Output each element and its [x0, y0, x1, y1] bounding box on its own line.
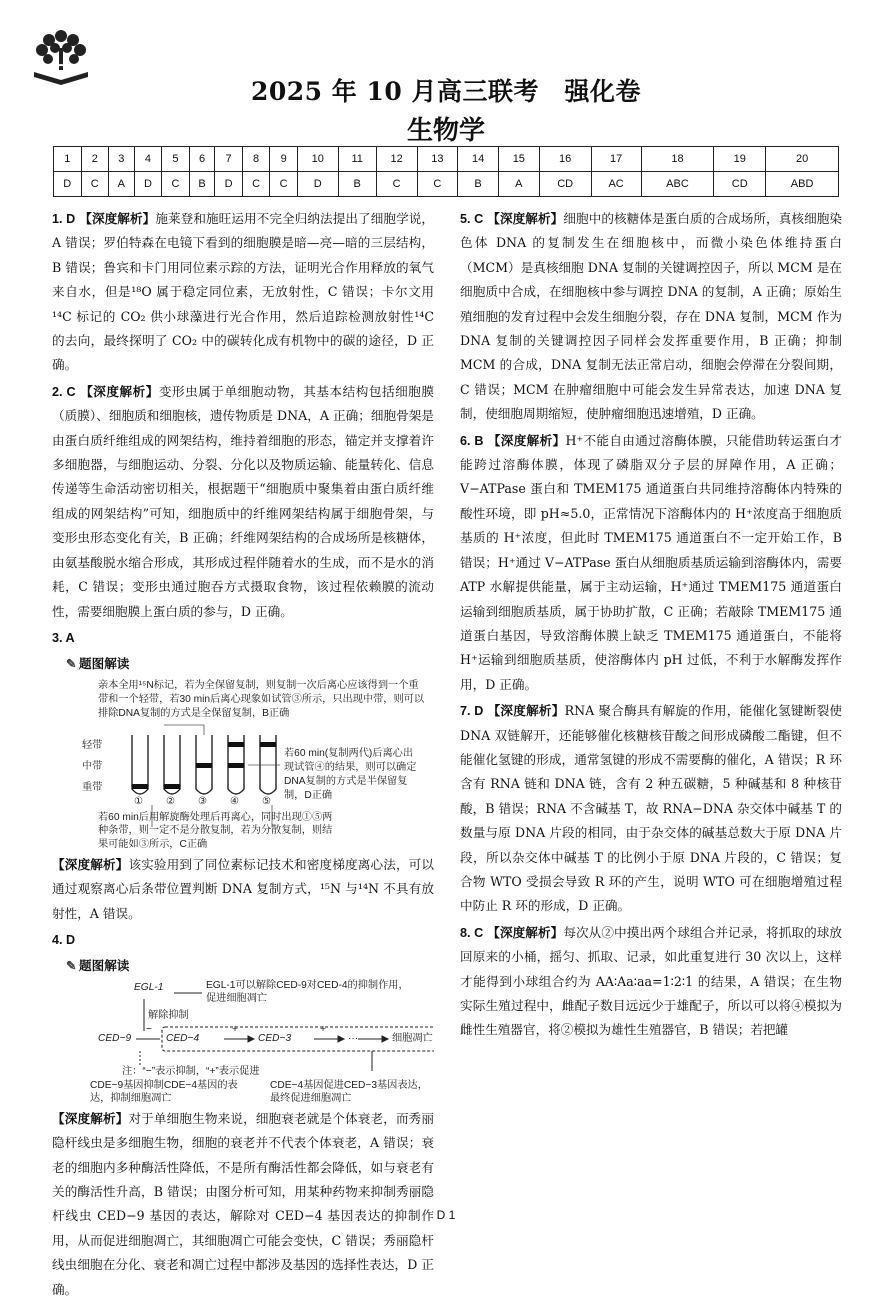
answer-value-cell: ABD — [766, 172, 839, 197]
answer-number-cell: 4 — [134, 147, 162, 172]
answer-value-cell: C — [162, 172, 190, 197]
analysis-tag: 【深度解析】 — [487, 211, 564, 226]
figure-reading-title: ✎ 题图解读 — [66, 652, 434, 676]
answer-value-cell: C — [242, 172, 270, 197]
question-4-analysis — [52, 1107, 434, 1302]
question-number: 2. C — [52, 384, 76, 399]
answer-number-cell: 10 — [297, 147, 338, 172]
subject-title: 生物学 — [406, 116, 485, 146]
answer-value-cell: C — [270, 172, 298, 197]
promote-sign-1: + — [232, 1023, 238, 1035]
answer-number-cell: 13 — [417, 147, 458, 172]
question-3 — [52, 626, 434, 650]
exam-title: 2025 年 10 月高三联考 强化卷 — [251, 77, 641, 106]
band-light-label: 轻带 — [82, 739, 103, 751]
question-number: 3. A — [52, 630, 75, 645]
inhibit-sign: − — [146, 1023, 152, 1035]
pencil-icon: ✎ — [66, 657, 77, 672]
analysis-tag: 【深度解析】 — [487, 703, 565, 719]
egl1-label: EGL-1 — [134, 981, 164, 993]
left-column — [52, 207, 434, 1302]
band-mid-label: 中带 — [82, 760, 103, 772]
tube-label-2: ② — [166, 795, 176, 807]
answer-value-cell: C — [376, 172, 417, 197]
pencil-icon: ✎ — [66, 959, 77, 974]
dna-replication-figure — [52, 677, 434, 853]
answer-value-cell: B — [189, 172, 215, 197]
analysis-tag: 【深度解析】 — [79, 211, 156, 226]
answer-value-cell: AC — [591, 172, 641, 197]
band-heavy-label: 重带 — [82, 781, 103, 793]
answer-value-cell: A — [498, 172, 539, 197]
page-number: D 1 — [436, 1208, 456, 1222]
answer-value-cell: B — [338, 172, 376, 197]
question-number: 1. D — [52, 212, 76, 226]
question-2 — [52, 380, 434, 624]
answer-number-cell: 14 — [458, 147, 499, 172]
answer-number-cell: 12 — [376, 147, 417, 172]
analysis-text: 每次从②中摸出两个球组合并记录，将抓取的球放回原来的小桶，摇匀、抓取、记录，如此重复进行 30 次以上，这样才能得到小球组合约为 AA∶Aa∶aa=1∶2∶1 的结果，A 错误；在生物实际生殖过程中，雌配子数目远远少于雄配子，所以可以将④模拟为雌性生殖器官，将②模拟为雄性生殖器官，B 错误；若把罐 — [460, 924, 843, 1038]
analysis-text: 细胞中的核糖体是蛋白质的合成场所，真核细胞染色体 DNA 的复制发生在细胞核中，而微小染色体维持蛋白（MCM）是真核细胞 DNA 复制的关键调控因子，所以 MCM 是在细胞质中合成，在细胞核中参与调控 DNA 的复制，A 正确；原始生殖细胞的发育过程中会发生细胞分裂，存在 DNA 复制，MCM 作为 DNA 复制的关键调控因子同样会发挥重要作用，B 正确；抑制 MCM 的合成，DNA 复制无法正常启动，细胞会停滞在分裂间期，C 错误；MCM 在肿瘤细胞中可能会发生异常表达，加速 DNA 复制，使细胞周期缩短，使肿瘤细胞迅速增殖，D 正确。 — [460, 211, 843, 422]
answer-number-cell: 15 — [498, 147, 539, 172]
answer-number-cell: 9 — [270, 147, 298, 172]
answer-value-cell: D — [215, 172, 243, 197]
analysis-text: H⁺不能自由通过溶酶体膜，只能借助转运蛋白才能跨过溶酶体膜，体现了磷脂双分子层的屏障作用，A 正确；V−ATPase 蛋白和 TMEM175 通道蛋白共同维持溶酶体内特殊的酸性环境，即 pH≈5.0，正常情况下溶酶体内的 H⁺浓度高于细胞质基质的 H⁺浓度，但此时 TMEM175 通道蛋白不一定开始工作，B 错误；H⁺通过 V−ATPase 蛋白从细胞质基质运输到溶酶体内，需要 ATP 水解提供能量，属于主动运输，H⁺通过 TMEM175 通道蛋白运输到细胞质基质，属于协助扩散，C 正确；若敲除 TMEM175 通道蛋白基因，导致溶酶体膜上缺乏 TMEM175 通道蛋白，不能将 H⁺运输到细胞质基质，使溶酶体内 pH 过低，不利于水解酶发挥作用，D 正确。 — [460, 432, 842, 692]
figure-reading-title: ✎ 题图解读 — [66, 954, 434, 978]
right-column — [460, 207, 842, 1043]
question-number: 6. B — [460, 433, 484, 448]
question-number: 5. C — [460, 212, 484, 226]
apoptosis-pathway-figure — [52, 979, 434, 1107]
apoptosis-label: 细胞凋亡 — [392, 1032, 433, 1044]
analysis-text: RNA 聚合酶具有解旋的作用，能催化氢键断裂使 DNA 双链解开，还能够催化核糖核苷酸之间形成磷酸二酯键，但不能催化氢键的形成，通常氢键的形成不需要酶的催化，A 错误；R 环含有 RNA 链和 DNA 链，含有 2 种五碳糖，5 种碱基和 8 种核苷酸，B 错误；RNA 不含碱基 T，故 RNA−DNA 杂交体中碱基 T 的数量与原 DNA 片段的相同，由于杂交体的碱基总数大于原 DNA 片段，所以杂交体中碱基 T 的比例小于原 DNA 片段的，C 错误；复合物 WTO 受损会导致 R 环的产生，说明 WTO 可在细胞增殖过程中防止 R 环的形成，D 正确。 — [460, 703, 842, 914]
legend-note: 注：“−”表示抑制，“+”表示促进 — [122, 1065, 260, 1077]
analysis-text: 对于单细胞生物来说，细胞衰老就是个体衰老，而秀丽隐杆线虫是多细胞生物，细胞的衰老并不代表个体衰老，A 错误；衰老的细胞内多种酶活性降低，不是所有酶活性都会降低，如与衰老有关的酶活性升高，B 错误；由图分析可知，用某种药物来抑制秀丽隐杆线虫 CED−9 基因的表达，解除对 CED−4 基因表达的抑制作用，从而促进细胞凋亡，其细胞凋亡可能会变快，C 错误；秀丽隐杆线虫细胞在分化、衰老和凋亡过程中都涉及基因的选择性表达，D 正确。 — [52, 1110, 435, 1297]
answer-number-cell: 18 — [641, 147, 714, 172]
note-left: CDE−9基因抑制CDE−4基因的表达，抑制细胞凋亡 — [90, 1079, 238, 1104]
answer-table-number-row — [54, 147, 839, 172]
question-number: 4. D — [52, 932, 76, 947]
ced4-label: CED−4 — [166, 1032, 200, 1044]
tube-label-1: ① — [134, 795, 144, 807]
question-7 — [460, 699, 842, 919]
question-4 — [52, 928, 434, 952]
answer-number-cell: 19 — [714, 147, 766, 172]
answer-value-cell: C — [81, 172, 109, 197]
note-right: CDE−4基因促进CED−3基因表达，最终促进细胞凋亡 — [270, 1079, 428, 1104]
fig-note-bottom: 若60 min后用解旋酶处理后再离心，同时出现①⑤两种条带，则一定不是分散复制，若为分散复制，则结果可能如③所示，C正确 — [98, 811, 333, 850]
answer-value-cell: D — [134, 172, 162, 197]
answer-value-cell: C — [417, 172, 458, 197]
question-5 — [460, 207, 842, 427]
answer-table-answer-row — [54, 172, 839, 197]
fig-note-right: 若60 min(复制两代)后离心出现试管④的结果，则可以确定DNA复制的方式是半保留复制，D正确 — [284, 747, 417, 801]
analysis-text: 变形虫属于单细胞动物，其基本结构包括细胞膜（质膜）、细胞质和细胞核，遗传物质是 DNA，A 正确；细胞骨架是由蛋白质纤维组成的网架结构，维持着细胞的形态，锚定并支撑着许多细胞器，与细胞运动、分裂、分化以及物质运输、能量转化、信息传递等生命活动密切相关，根据题干“细胞质中聚集着由蛋白质纤维组成的网架结构”可知，细胞质中的纤维网架结构属于细胞骨架，与变形虫形态变化有关，B 正确；纤维网架结构的合成场所是核糖体，由氨基酸脱水缩合形成，其形成过程伴随着水的生成，而不是水的消耗，C 错误；变形虫通过胞吞方式摄取食物，该过程依赖膜的流动性，需要细胞膜上蛋白质的参与，D 正确。 — [52, 383, 435, 619]
fig-note-top: 亲本全用¹⁵N标记，若为全保留复制，则复制一次后离心应该得到一个重带和一个轻带，若30 min后离心现象如试管③所示，只出现中带，则可以排除DNA复制的方式是全保留复制，B正确 — [98, 679, 425, 719]
analysis-text: 施莱登和施旺运用不完全归纳法提出了细胞学说，A 错误；罗伯特森在电镜下看到的细胞膜是暗—亮—暗的三层结构，B 错误；鲁宾和卡门用同位素示踪的方法，证明光合作用释放的氧气来自水，但是¹⁸O 属于稳定同位素，无放射性，C 错误；卡尔文用¹⁴C 标记的 CO₂ 供小球藻进行光合作用，然后追踪检测放射性¹⁴C 的去向，最终探明了 CO₂ 中的碳转化成有机物中的碳的途径，D 正确。 — [52, 211, 435, 373]
answer-number-cell: 6 — [189, 147, 215, 172]
answer-value-cell: CD — [539, 172, 591, 197]
promote-sign-2: + — [320, 1023, 326, 1035]
question-3-analysis — [52, 853, 434, 926]
question-number: 7. D — [460, 704, 484, 719]
answer-number-cell: 20 — [766, 147, 839, 172]
ced3-label: CED−3 — [258, 1032, 292, 1044]
release-inhibition-label: 解除抑制 — [148, 1009, 189, 1021]
tube-label-5: ⑤ — [262, 795, 272, 807]
answer-value-cell: ABC — [641, 172, 714, 197]
answer-value-cell: CD — [714, 172, 766, 197]
analysis-tag: 【深度解析】 — [80, 383, 159, 399]
tube-label-4: ④ — [230, 795, 240, 807]
question-1 — [52, 207, 434, 378]
analysis-text: 该实验用到了同位素标记技术和密度梯度离心法，可以通过观察离心后条带位置判断 DNA 复制方式，¹⁵N 与¹⁴N 不具有放射性，A 错误。 — [52, 856, 435, 921]
answer-value-cell: D — [297, 172, 338, 197]
question-6 — [460, 429, 842, 697]
tube-label-3: ③ — [198, 795, 208, 807]
answer-number-cell: 2 — [81, 147, 109, 172]
answer-number-cell: 3 — [109, 147, 135, 172]
ced9-label: CED−9 — [98, 1032, 132, 1044]
answer-number-cell: 16 — [539, 147, 591, 172]
egl1-note: EGL-1可以解除CED-9对CED-4的抑制作用，促进细胞凋亡 — [206, 979, 409, 1004]
analysis-tag: 【深度解析】 — [487, 924, 564, 940]
answer-value-cell: B — [458, 172, 499, 197]
question-number: 8. C — [460, 925, 484, 940]
answer-number-cell: 7 — [215, 147, 243, 172]
answer-number-cell: 8 — [242, 147, 270, 172]
answer-number-cell: 11 — [338, 147, 376, 172]
answer-number-cell: 17 — [591, 147, 641, 172]
analysis-tag: 【深度解析】 — [487, 432, 566, 448]
answer-number-cell: 5 — [162, 147, 190, 172]
analysis-tag: 【深度解析】 — [52, 1110, 129, 1126]
answer-value-cell: D — [54, 172, 82, 197]
analysis-tag: 【深度解析】 — [52, 856, 129, 872]
answer-number-cell: 1 — [54, 147, 82, 172]
answer-table — [53, 146, 839, 197]
question-8 — [460, 921, 842, 1043]
ellipsis-label: ··· — [348, 1032, 359, 1044]
answer-value-cell: A — [109, 172, 135, 197]
